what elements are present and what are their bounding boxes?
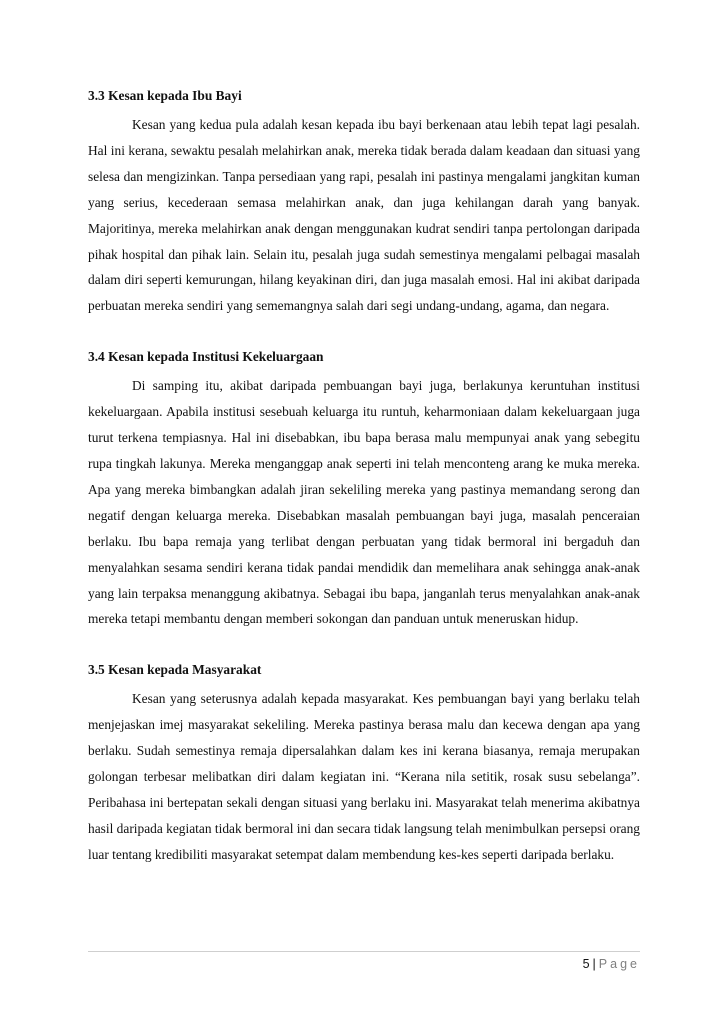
- footer-divider: [88, 951, 640, 952]
- page-content: [88, 86, 640, 868]
- section-heading: 3.5 Kesan kepada Masyarakat: [88, 662, 262, 678]
- section-ibu-bayi: [88, 86, 640, 319]
- page-footer: [583, 956, 640, 972]
- section-paragraph: Kesan yang kedua pula adalah kesan kepada ibu bayi berkenaan atau lebih tepat lagi pesalah. Hal ini kerana, sewaktu pesalah melahirkan anak, mereka tidak berada dalam keadaan dan situasi yang selesa dan mengizinkan. Tanpa persediaan yang rapi, pesalah ini pastinya mengalami jangkitan kuman yang serius, kecederaan semasa melahirkan anak, dan juga kehilangan darah yang banyak. Majoritinya, mereka melahirkan anak dengan menggunakan kudrat sendiri tanpa pertolongan daripada pihak hospital dan pihak lain. Selain itu, pesalah juga sudah semestinya mengalami pelbagai masalah dalam diri seperti kemurungan, hilang keyakinan diri, dan juga masalah emosi. Hal ini akibat daripada perbuatan mereka sendiri yang sememangnya salah dari segi undang-undang, agama, dan negara.: [88, 117, 640, 314]
- page-label: Page: [598, 957, 640, 971]
- section-paragraph: Di samping itu, akibat daripada pembuangan bayi juga, berlakunya keruntuhan institusi kekeluargaan. Apabila institusi sesebuah keluarga itu runtuh, keharmoniaan dalam kekeluargaan juga turut terkena tempiasnya. Hal ini disebabkan, ibu bapa berasa malu mempunyai anak yang sebegitu rupa tingkah lakunya. Mereka menganggap anak seperti ini telah menconteng arang ke muka mereka. Apa yang mereka bimbangkan adalah jiran sekeliling mereka yang pastinya memandang serong dan negatif dengan keluarga mereka. Disebabkan masalah pembuangan bayi juga, masalah penceraian berlaku. Ibu bapa remaja yang terlibat dengan perbuatan yang tidak bermoral ini bergaduh dan menyalahkan sesama sendiri kerana tidak pandai mendidik dan memelihara anak sehingga anak-anak yang lain terpaksa menanggung akibatnya. Sebagai ibu bapa, janganlah terus menyalahkan anak-anak mereka tetapi membantu dengan memberi sokongan dan panduan untuk meneruskan hidup.: [88, 378, 640, 627]
- section-paragraph: Kesan yang seterusnya adalah kepada masyarakat. Kes pembuangan bayi yang berlaku telah menjejaskan imej masyarakat sekeliling. Mereka pastinya berasa malu dan kecewa dengan apa yang berlaku. Sudah semestinya remaja dipersalahkan dalam kes ini kerana biasanya, remaja merupakan golongan terbesar melibatkan diri dalam kegiatan ini. “Kerana nila setitik, rosak susu sebelanga”. Peribahasa ini bertepatan sekali dengan situasi yang berlaku ini. Masyarakat telah menerima akibatnya hasil daripada kegiatan tidak bermoral ini dan secara tidak langsung telah menimbulkan persepsi orang luar tentang kredibiliti masyarakat setempat dalam membendung kes-kes seperti daripada berlaku.: [88, 691, 640, 862]
- section-heading: 3.3 Kesan kepada Ibu Bayi: [88, 88, 242, 103]
- page-number: 5: [582, 957, 590, 971]
- section-institusi-kekeluargaan: [88, 347, 640, 632]
- section-heading: 3.4 Kesan kepada Institusi Kekeluargaan: [88, 349, 324, 365]
- section-masyarakat: [88, 660, 640, 867]
- footer-separator: |: [592, 957, 596, 971]
